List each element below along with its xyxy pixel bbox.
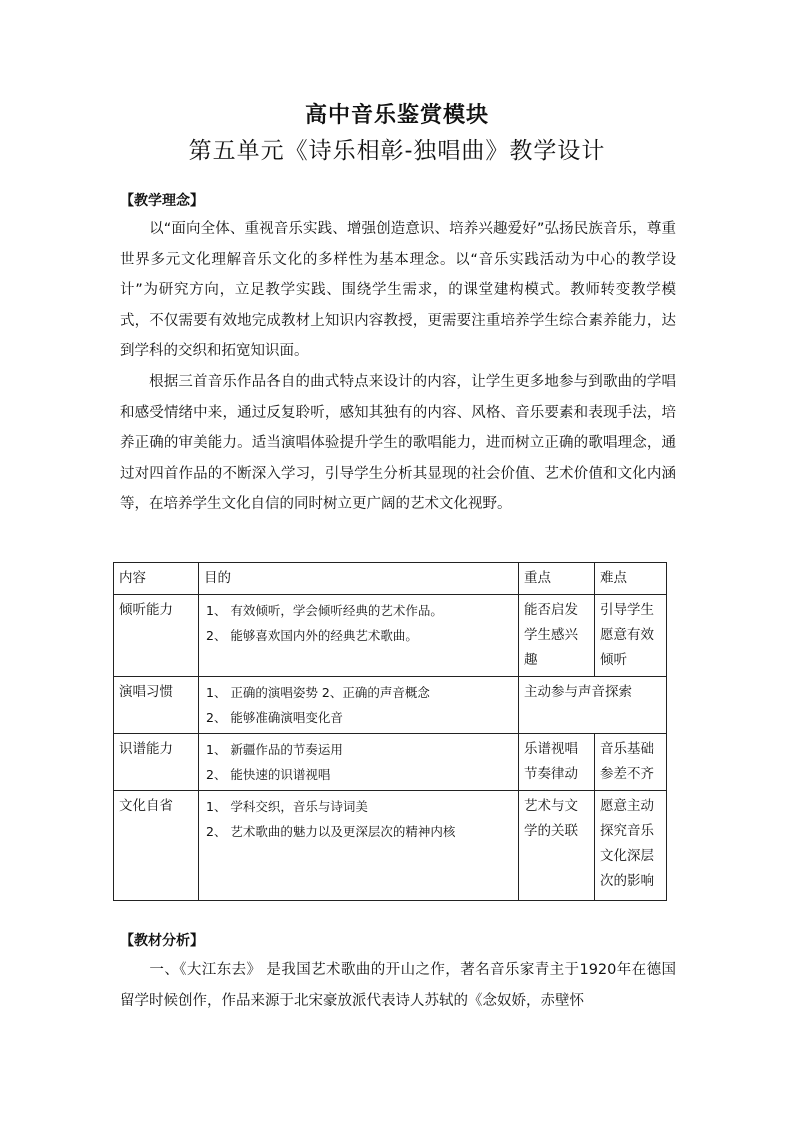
goal-item: 1、 正确的演唱姿势 2、正确的声音概念 bbox=[206, 685, 430, 700]
goal-item: 1、 有效倾听，学会倾听经典的艺术作品。 bbox=[206, 603, 443, 618]
table-header-cell: 目的 bbox=[199, 563, 519, 595]
paragraph-material-1 bbox=[120, 955, 676, 1016]
table-row bbox=[114, 734, 667, 791]
table-row bbox=[114, 677, 667, 734]
table-cell-difficulty: 引导学生愿意有效倾听 bbox=[595, 595, 667, 677]
table-cell-focus-merged: 主动参与声音探索 bbox=[519, 677, 667, 734]
goal-item: 2、 能快速的识谱视唱 bbox=[206, 767, 331, 782]
table-cell-focus: 能否启发学生感兴趣 bbox=[519, 595, 595, 677]
table-cell-content: 倾听能力 bbox=[114, 595, 199, 677]
table-cell-difficulty: 音乐基础参差不齐 bbox=[595, 734, 667, 791]
table-row bbox=[114, 595, 667, 677]
document-title: 高中音乐鉴赏模块 bbox=[304, 103, 489, 128]
table-cell-goals bbox=[199, 734, 519, 791]
table-header-row bbox=[114, 563, 667, 595]
table-cell-goals bbox=[199, 677, 519, 734]
table-cell-goals bbox=[199, 595, 519, 677]
document-subtitle: 第五单元《诗乐相彰-独唱曲》教学设计 bbox=[188, 138, 606, 164]
section-heading-material-analysis: 【教材分析】 bbox=[120, 933, 204, 949]
section-heading-teaching-philosophy: 【教学理念】 bbox=[120, 193, 204, 209]
table-row bbox=[114, 791, 667, 901]
table-cell-difficulty: 愿意主动探究音乐文化深层次的影响 bbox=[595, 791, 667, 901]
goal-item: 1、 新疆作品的节奏运用 bbox=[206, 742, 343, 757]
table-header-cell: 内容 bbox=[114, 563, 199, 595]
goal-item: 2、 能够喜欢国内外的经典艺术歌曲。 bbox=[206, 628, 418, 643]
table-header-cell: 重点 bbox=[519, 563, 595, 595]
goal-item: 2、 艺术歌曲的魅力以及更深层次的精神内核 bbox=[206, 824, 456, 839]
goal-item: 2、 能够准确演唱变化音 bbox=[206, 710, 343, 725]
paragraph-text: 根据三首音乐作品各自的曲式特点来设计的内容，让学生更多地参与到歌曲的学唱和感受情绪中来，通过反复聆听，感知其独有的内容、风格、音乐要素和表现手法，培养正确的审美能力。适当演唱体验提升学生的歌唱能力，进而树立正确的歌唱理念，通过对四首作品的不断深入学习，引导学生分析其显现的社会价值、艺术价值和文化内涵 等，在培养学生文化自信的同时树立更广阔的艺术文化视野。 bbox=[120, 374, 676, 512]
paragraph-text: 一、《大江东去》 是我国艺术歌曲的开山之作，著名音乐家青主于1920年在德国留学时候创作，作品来源于北宋豪放派代表诗人苏轼的《念奴娇，赤壁怀 bbox=[120, 962, 676, 1009]
table-header-cell: 难点 bbox=[595, 563, 667, 595]
table-cell-content: 文化自省 bbox=[114, 791, 199, 901]
table-cell-content: 演唱习惯 bbox=[114, 677, 199, 734]
paragraph-philosophy-2 bbox=[120, 367, 676, 520]
table-cell-goals bbox=[199, 791, 519, 901]
teaching-goals-table bbox=[113, 562, 667, 901]
table-cell-focus: 乐谱视唱节奏律动 bbox=[519, 734, 595, 791]
paragraph-philosophy-1 bbox=[120, 214, 676, 367]
table-cell-content: 识谱能力 bbox=[114, 734, 199, 791]
paragraph-text: 以“面向全体、重视音乐实践、增强创造意识、培养兴趣爱好”弘扬民族音乐，尊重世界多元文化理解音乐文化的多样性为基本理念。以“音乐实践活动为中心的教学设计”为研究方向，立足教学实践、围绕学生需求，的课堂建构模式。教师转变教学模式，不仅需要有效地完成教材上知识内容教授，更需要注重培养学生综合素养能力，达到学科的交织和拓宽知识面。 bbox=[120, 221, 676, 359]
goal-item: 1、 学科交织，音乐与诗词美 bbox=[206, 799, 368, 814]
table-cell-focus: 艺术与文学的关联 bbox=[519, 791, 595, 901]
